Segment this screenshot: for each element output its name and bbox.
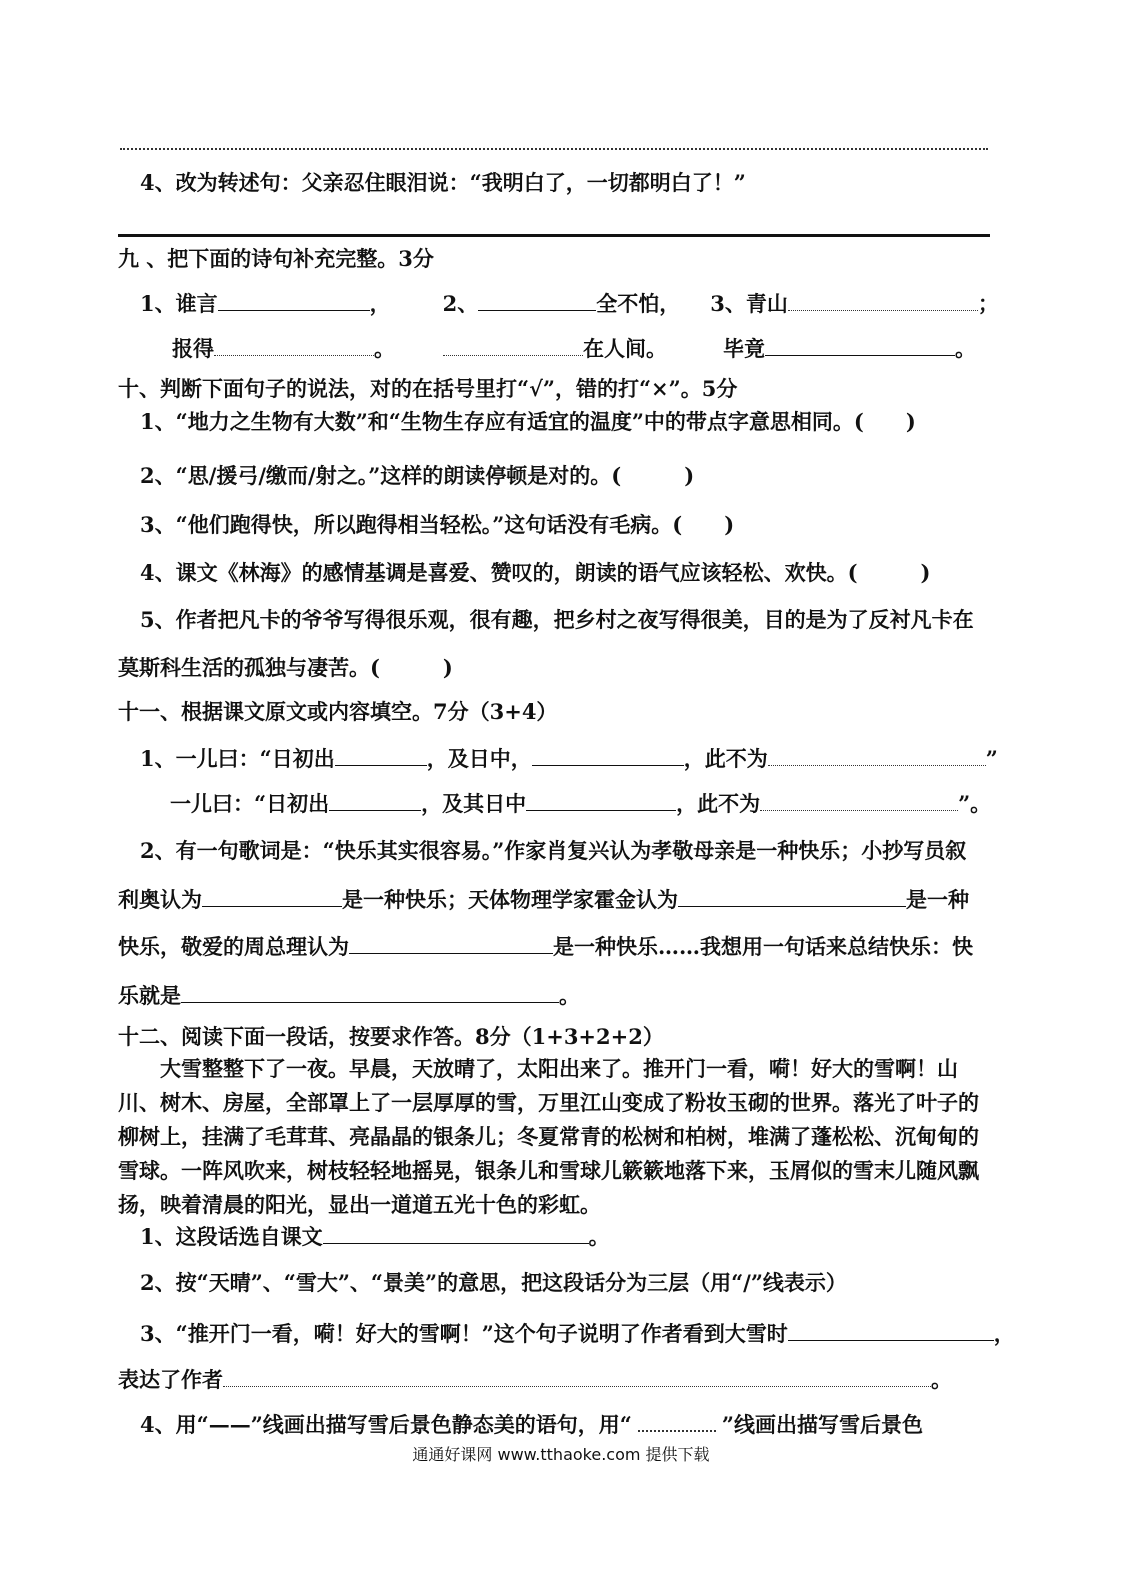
blank[interactable] [768,743,986,766]
label: 3、“推开门一看，嗬！好大的雪啊！”这个句子说明了作者看到大雪时 [140,1321,788,1346]
blank[interactable] [443,333,583,356]
read-q3 [140,1318,1015,1349]
label: 是一种快乐……我想用一句话来总结快乐：快 [553,934,973,959]
label: 1、这段话选自课文 [140,1224,323,1249]
label: ，及日中， [426,746,532,771]
footer-note: 通通好课网 www.tthaoke.com 提供下载 [412,1445,710,1464]
label: ”。 [958,791,992,816]
label: 3、青山 [710,291,788,316]
label: ， [993,1321,1015,1346]
section-10-title: 十、判断下面句子的说法，对的在括号里打“√”，错的打“×”。5分 [118,376,738,401]
blank[interactable] [223,1364,931,1387]
label: ，此不为 [683,746,768,771]
blank[interactable] [349,931,553,954]
judge-item-4: 4、课文《林海》的感情基调是喜爱、赞叹的，朗读的语气应该轻松、欢快。( ) [140,560,931,585]
read-q2: 2、按“天晴”、“雪大”、“景美”的意思，把这段话分为三层（用“/”线表示） [140,1270,847,1295]
blank[interactable] [202,884,342,907]
fill-q2-line-4 [118,980,580,1011]
label: 乐就是 [118,983,181,1008]
blank[interactable] [788,288,978,311]
blank[interactable] [526,788,676,811]
label: ，此不为 [676,791,761,816]
label: 。 [931,1367,952,1392]
label: ”线画出描写雪后景色 [721,1412,923,1437]
label: 。 [559,983,580,1008]
judge-item-1: 1、“地力之生物有大数”和“生物生存应有适宜的温度”中的带点字意思相同。( ) [140,409,916,434]
blank[interactable] [788,1318,994,1341]
read-q1 [140,1221,610,1252]
read-q4 [140,1410,923,1440]
blank[interactable] [532,743,684,766]
label: 是一种快乐；天体物理学家霍金认为 [342,887,678,912]
fill-q2-line-2 [118,884,969,915]
label: ，及其日中 [421,791,527,816]
section-11-title: 十一、根据课文原文或内容填空。7分（3+4） [118,699,558,724]
section-9-line-2 [172,333,976,364]
label: 一儿曰：“日初出 [170,791,330,816]
blank[interactable] [760,788,958,811]
label: 是一种 [906,887,969,912]
label: 2、 [442,291,479,316]
label: 毕竟 [723,336,765,361]
label: 在人间。 [583,336,667,361]
fill-q2-line-1: 2、有一句歌词是：“快乐其实很容易。”作家肖复兴认为孝敬母亲是一种快乐；小抄写员叙 [140,838,967,863]
blank[interactable] [181,980,559,1003]
judge-item-5: 5、作者把凡卡的爷爷写得很乐观，很有趣，把乡村之夜写得很美，目的是为了反衬凡卡在 [140,607,974,632]
section-9-line-1 [140,288,999,319]
label: ” [985,746,998,771]
blank[interactable] [678,884,906,907]
blank[interactable] [218,288,370,311]
fill-line-2 [170,788,991,819]
label: 。 [588,1224,610,1249]
read-q3-cont [118,1364,952,1395]
label: 表达了作者 [118,1367,223,1392]
section-12-title: 十二、阅读下面一段话，按要求作答。8分（1+3+2+2） [118,1024,664,1049]
section-divider [118,234,990,237]
judge-item-5-cont: 莫斯科生活的孤独与凄苦。( ) [118,655,453,680]
blank[interactable] [478,288,596,311]
fill-q2-line-3 [118,931,973,962]
label: 全不怕， [596,291,681,316]
blank[interactable] [335,743,427,766]
section-9-title: 九 、把下面的诗句补充完整。3分 [118,246,434,271]
label: 。 [374,336,395,361]
label: 利奥认为 [118,887,202,912]
label: ， [369,291,391,316]
label: ； [977,291,999,316]
judge-item-2: 2、“思/援弓/缴而/射之。”这样的朗读停顿是对的。( ) [140,463,695,488]
blank[interactable] [214,333,374,356]
label: 快乐，敬爱的周总理认为 [118,934,349,959]
fill-line-1 [140,743,998,774]
judge-item-3: 3、“他们跑得快，所以跑得相当轻松。”这句话没有毛病。( ) [140,512,735,537]
label: 1、谁言 [140,291,218,316]
q8-item-4: 4、改为转述句：父亲忍住眼泪说：“我明白了，一切都明白了！” [140,170,746,195]
label: 4、用“——”线画出描写雪后景色静态美的语句，用“ [140,1412,632,1437]
label: 。 [955,336,976,361]
blank[interactable] [329,788,421,811]
blank[interactable] [765,333,955,356]
label: 报得 [172,336,214,361]
answer-line [120,148,988,150]
label: 1、一儿曰：“日初出 [140,746,335,771]
wavy-line-sample [638,1414,716,1432]
reading-passage: 大雪整整下了一夜。早晨，天放晴了，太阳出来了。推开门一看，嗬！好大的雪啊！山川、树木、房屋，全部罩上了一层厚厚的雪，万里江山变成了粉妆玉砌的世界。落光了叶子的柳树上，挂满了毛茸茸、亮晶晶的银条儿；冬夏常青的松树和柏树，堆满了蓬松松、沉甸甸的雪球。一阵风吹来，树枝轻轻地摇晃，银条儿和雪球儿簌簌地落下来，玉屑似的雪末儿随风飘扬，映着清晨的阳光，显出一道道五光十色的彩虹。 [118,1056,979,1217]
blank[interactable] [323,1221,589,1244]
